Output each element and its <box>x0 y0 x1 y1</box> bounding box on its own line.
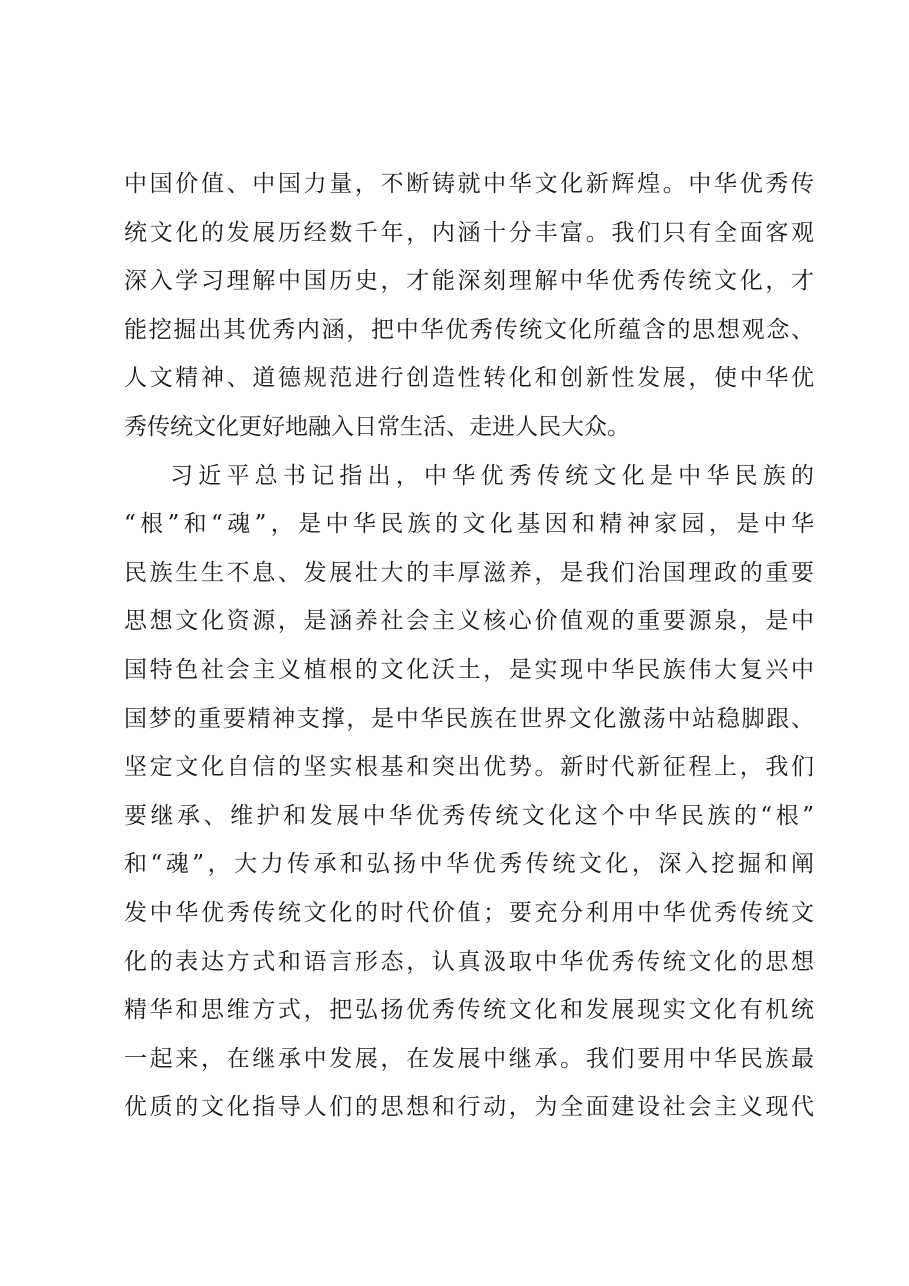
text-line: 中国价值、中国力量，不断铸就中华文化新辉煌。中华优秀传 <box>124 171 814 197</box>
paragraph-first-line: 习近平总书记指出，中华优秀传统文化是中华民族的 <box>170 462 814 489</box>
text-line: 要继承、维护和发展中华优秀传统文化这个中华民族的“根” <box>124 802 814 829</box>
text-line: 一起来，在继承中发展，在发展中继承。我们要用中华民族最 <box>124 1045 814 1072</box>
text-line: 能挖掘出其优秀内涵，把中华优秀传统文化所蕴含的思想观念、 <box>124 316 814 343</box>
text-line: 思想文化资源，是涵养社会主义核心价值观的重要源泉，是中 <box>124 608 814 635</box>
text-line: “根”和“魂”，是中华民族的文化基因和精神家园，是中华 <box>124 511 814 538</box>
text-line: 优质的文化指导人们的思想和行动，为全面建设社会主义现代 <box>124 1094 814 1121</box>
text-line: 秀传统文化更好地融入日常生活、走进人民大众。 <box>124 413 630 440</box>
text-line: 深入学习理解中国历史，才能深刻理解中华优秀传统文化，才 <box>124 268 814 295</box>
body-text <box>124 160 814 1132</box>
text-line: 和“魂”，大力传承和弘扬中华优秀传统文化，深入挖掘和阐 <box>124 851 814 878</box>
text-line: 国特色社会主义植根的文化沃土，是实现中华民族伟大复兴中 <box>124 656 814 683</box>
text-line: 精华和思维方式，把弘扬优秀传统文化和发展现实文化有机统 <box>124 997 814 1024</box>
text-line: 人文精神、道德规范进行创造性转化和创新性发展，使中华优 <box>124 365 814 392</box>
text-line: 国梦的重要精神支撑，是中华民族在世界文化激荡中站稳脚跟、 <box>124 705 814 732</box>
text-line: 发中华优秀传统文化的时代价值；要充分利用中华优秀传统文 <box>124 899 814 926</box>
text-line: 坚定文化自信的坚实根基和突出优势。新时代新征程上，我们 <box>124 754 814 781</box>
text-line: 民族生生不息、发展壮大的丰厚滋养，是我们治国理政的重要 <box>124 559 814 586</box>
text-line: 化的表达方式和语言形态，认真汲取中华优秀传统文化的思想 <box>124 948 814 975</box>
text-line: 统文化的发展历经数千年，内涵十分丰富。我们只有全面客观 <box>124 219 814 246</box>
